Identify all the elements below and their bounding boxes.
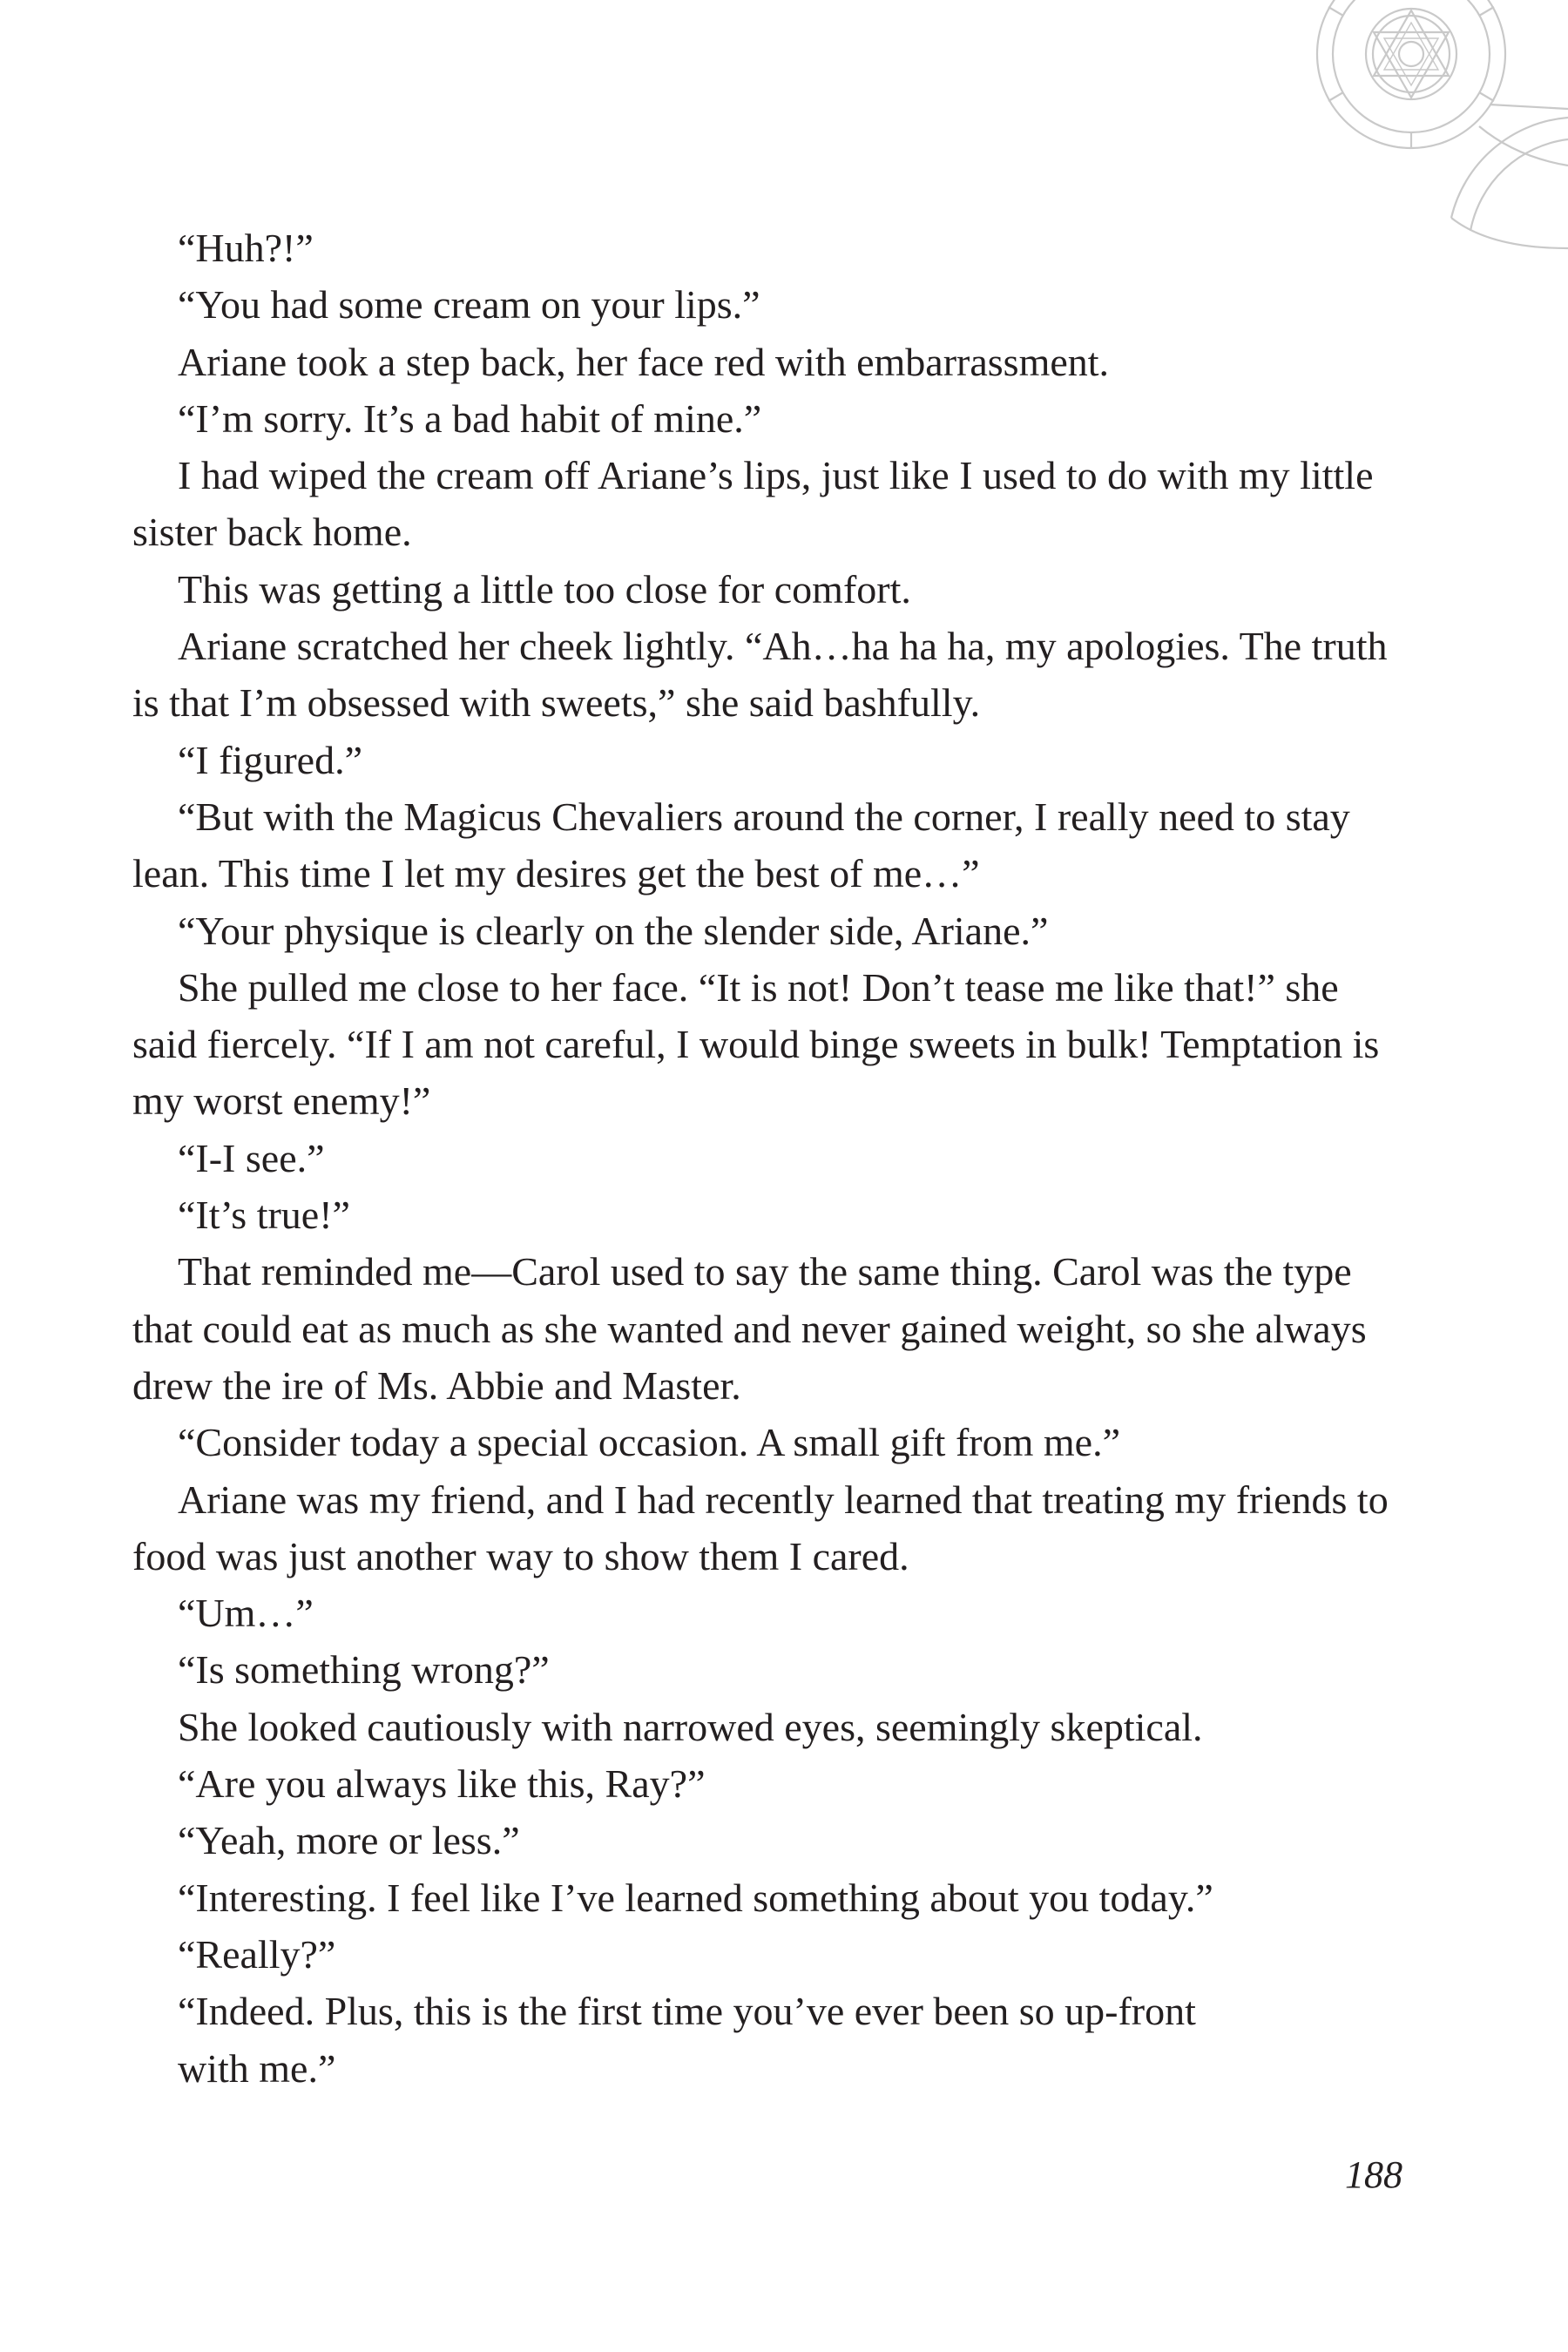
paragraph: Ariane took a step back, her face red with embarrassment. <box>178 339 1110 384</box>
paragraph: “You had some cream on your lips.” <box>178 282 760 328</box>
paragraph: Ariane scratched her cheek lightly. “Ah…ha ha ha, my apologies. The truth is that I’m obsessed with sweets,” she said bashfully. <box>132 624 1388 726</box>
paragraph: “Indeed. Plus, this is the first time you’ve ever been so up-front with me.” <box>178 1989 1196 2091</box>
paragraph: “But with the Magicus Chevaliers around the corner, I really need to stay lean. This time I let my desires get the best of me…” <box>132 794 1350 896</box>
paragraph: “I-I see.” <box>178 1135 325 1180</box>
paragraph: “It’s true!” <box>178 1193 350 1238</box>
paragraph: “Is something wrong?” <box>178 1647 550 1693</box>
paragraph: “I’m sorry. It’s a bad habit of mine.” <box>178 395 762 441</box>
paragraph: “Huh?!” <box>178 226 314 270</box>
paragraph: She looked cautiously with narrowed eyes, seemingly skeptical. <box>178 1704 1203 1749</box>
paragraph: “I figured.” <box>178 737 362 782</box>
paragraph: “Interesting. I feel like I’ve learned something about you today.” <box>178 1875 1213 1920</box>
paragraph: “Yeah, more or less.” <box>178 1818 520 1863</box>
paragraph: “Really?” <box>178 1931 336 1977</box>
text-body <box>132 220 1402 2097</box>
paragraph: “Um…” <box>178 1591 314 1636</box>
paragraph: Ariane was my friend, and I had recently learned that treating my friends to food was just another way to show them I cared. <box>132 1477 1389 1578</box>
paragraph: “Are you always like this, Ray?” <box>178 1761 706 1807</box>
paragraph: “Your physique is clearly on the slender side, Ariane.” <box>178 908 1049 953</box>
paragraph: I had wiped the cream off Ariane’s lips, just like I used to do with my little sister back home. <box>132 453 1374 555</box>
page-number: 188 <box>1345 2153 1402 2196</box>
magic-circle-hexagram-icon <box>1281 0 1568 253</box>
paragraph: This was getting a little too close for comfort. <box>178 566 911 612</box>
paragraph: That reminded me—Carol used to say the same thing. Carol was the type that could eat as much as she wanted and never gained weight, so she always drew the ire of Ms. Abbie and Master. <box>132 1249 1367 1408</box>
paragraph: “Consider today a special occasion. A small gift from me.” <box>178 1420 1120 1465</box>
paragraph: She pulled me close to her face. “It is not! Don’t tease me like that!” she said fiercely. “If I am not careful, I would binge sweets in bulk! Temptation is my worst enemy!” <box>132 964 1380 1124</box>
